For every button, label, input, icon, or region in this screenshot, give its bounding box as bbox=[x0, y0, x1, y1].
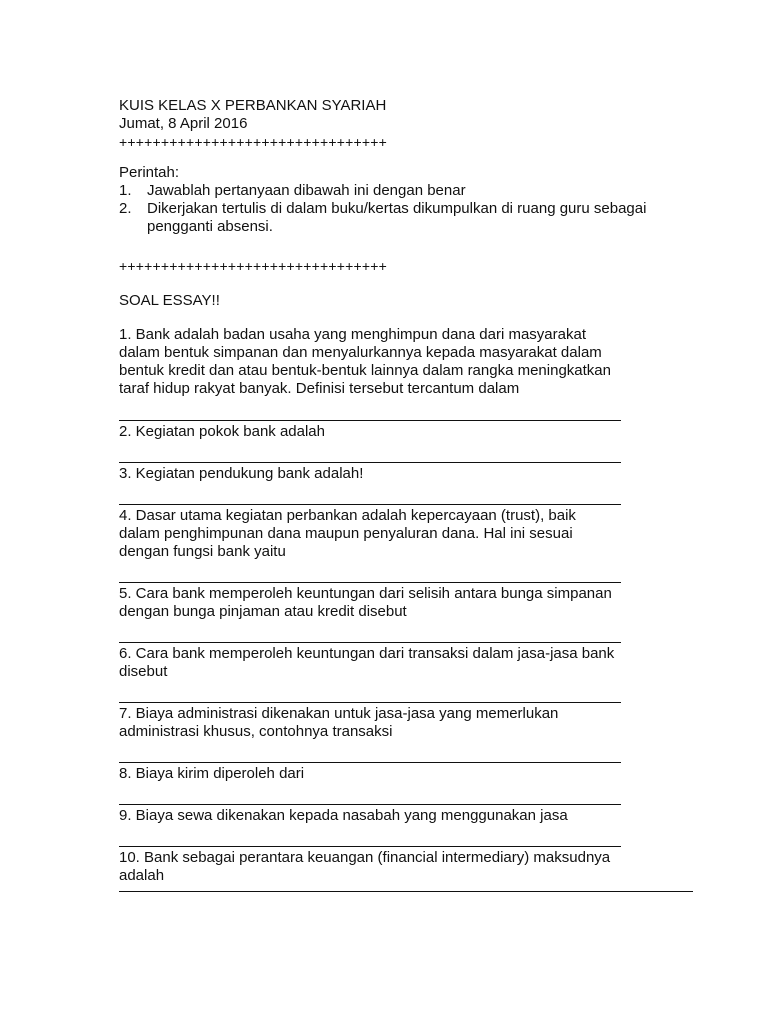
answer-line[interactable] bbox=[119, 582, 621, 583]
question-item: 7. Biaya administrasi dikenakan untuk jasa-jasa yang memerlukan administrasi khusus, contohnya transaksi bbox=[119, 705, 559, 740]
answer-line[interactable] bbox=[119, 702, 621, 703]
answer-line[interactable] bbox=[119, 420, 621, 421]
quiz-title: KUIS KELAS X PERBANKAN SYARIAH bbox=[119, 97, 387, 114]
instruction-number: 2. bbox=[119, 200, 132, 217]
answer-line[interactable] bbox=[119, 762, 621, 763]
answer-line[interactable] bbox=[119, 804, 621, 805]
instruction-item bbox=[119, 200, 699, 236]
answer-line[interactable] bbox=[119, 846, 621, 847]
question-list bbox=[119, 326, 699, 892]
question-item: 1. Bank adalah badan usaha yang menghimpun dana dari masyarakat dalam bentuk simpanan dan menyalurkannya kepada masyarakat dalam bentuk kredit dan atau bentuk-bentuk lainnya dalam rangka meningkatkan taraf hidup rakyat banyak. Definisi tersebut tercantum dalam bbox=[119, 326, 611, 397]
instruction-item bbox=[119, 182, 699, 200]
question-item: 8. Biaya kirim diperoleh dari bbox=[119, 765, 305, 782]
instruction-number: 1. bbox=[119, 182, 132, 199]
answer-line[interactable] bbox=[119, 891, 693, 892]
question-item: 6. Cara bank memperoleh keuntungan dari transaksi dalam jasa-jasa bank disebut bbox=[119, 645, 615, 680]
question-item: 3. Kegiatan pendukung bank adalah! bbox=[119, 465, 364, 482]
question-item: 10. Bank sebagai perantara keuangan (financial intermediary) maksudnya adalah bbox=[119, 849, 611, 884]
separator-line: ++++++++++++++++++++++++++++++++ bbox=[119, 134, 388, 150]
answer-line[interactable] bbox=[119, 504, 621, 505]
instruction-text: Jawablah pertanyaan dibawah ini dengan benar bbox=[147, 182, 466, 199]
instructions-heading: Perintah: bbox=[119, 164, 180, 181]
question-item: 2. Kegiatan pokok bank adalah bbox=[119, 423, 325, 440]
separator-line: ++++++++++++++++++++++++++++++++ bbox=[119, 258, 388, 274]
document-page bbox=[119, 97, 699, 894]
essay-heading: SOAL ESSAY!! bbox=[119, 292, 220, 309]
quiz-date: Jumat, 8 April 2016 bbox=[119, 115, 248, 132]
question-item: 9. Biaya sewa dikenakan kepada nasabah yang menggunakan jasa bbox=[119, 807, 568, 824]
answer-line[interactable] bbox=[119, 462, 621, 463]
question-item: 4. Dasar utama kegiatan perbankan adalah kepercayaan (trust), baik dalam penghimpunan dana maupun penyaluran dana. Hal ini sesuai dengan fungsi bank yaitu bbox=[119, 507, 576, 560]
instruction-text: Dikerjakan tertulis di dalam buku/kertas dikumpulkan di ruang guru sebagai pengganti absensi. bbox=[147, 200, 647, 235]
answer-line[interactable] bbox=[119, 642, 621, 643]
instructions-list bbox=[119, 182, 699, 236]
question-item: 5. Cara bank memperoleh keuntungan dari selisih antara bunga simpanan dengan bunga pinjaman atau kredit disebut bbox=[119, 585, 612, 620]
